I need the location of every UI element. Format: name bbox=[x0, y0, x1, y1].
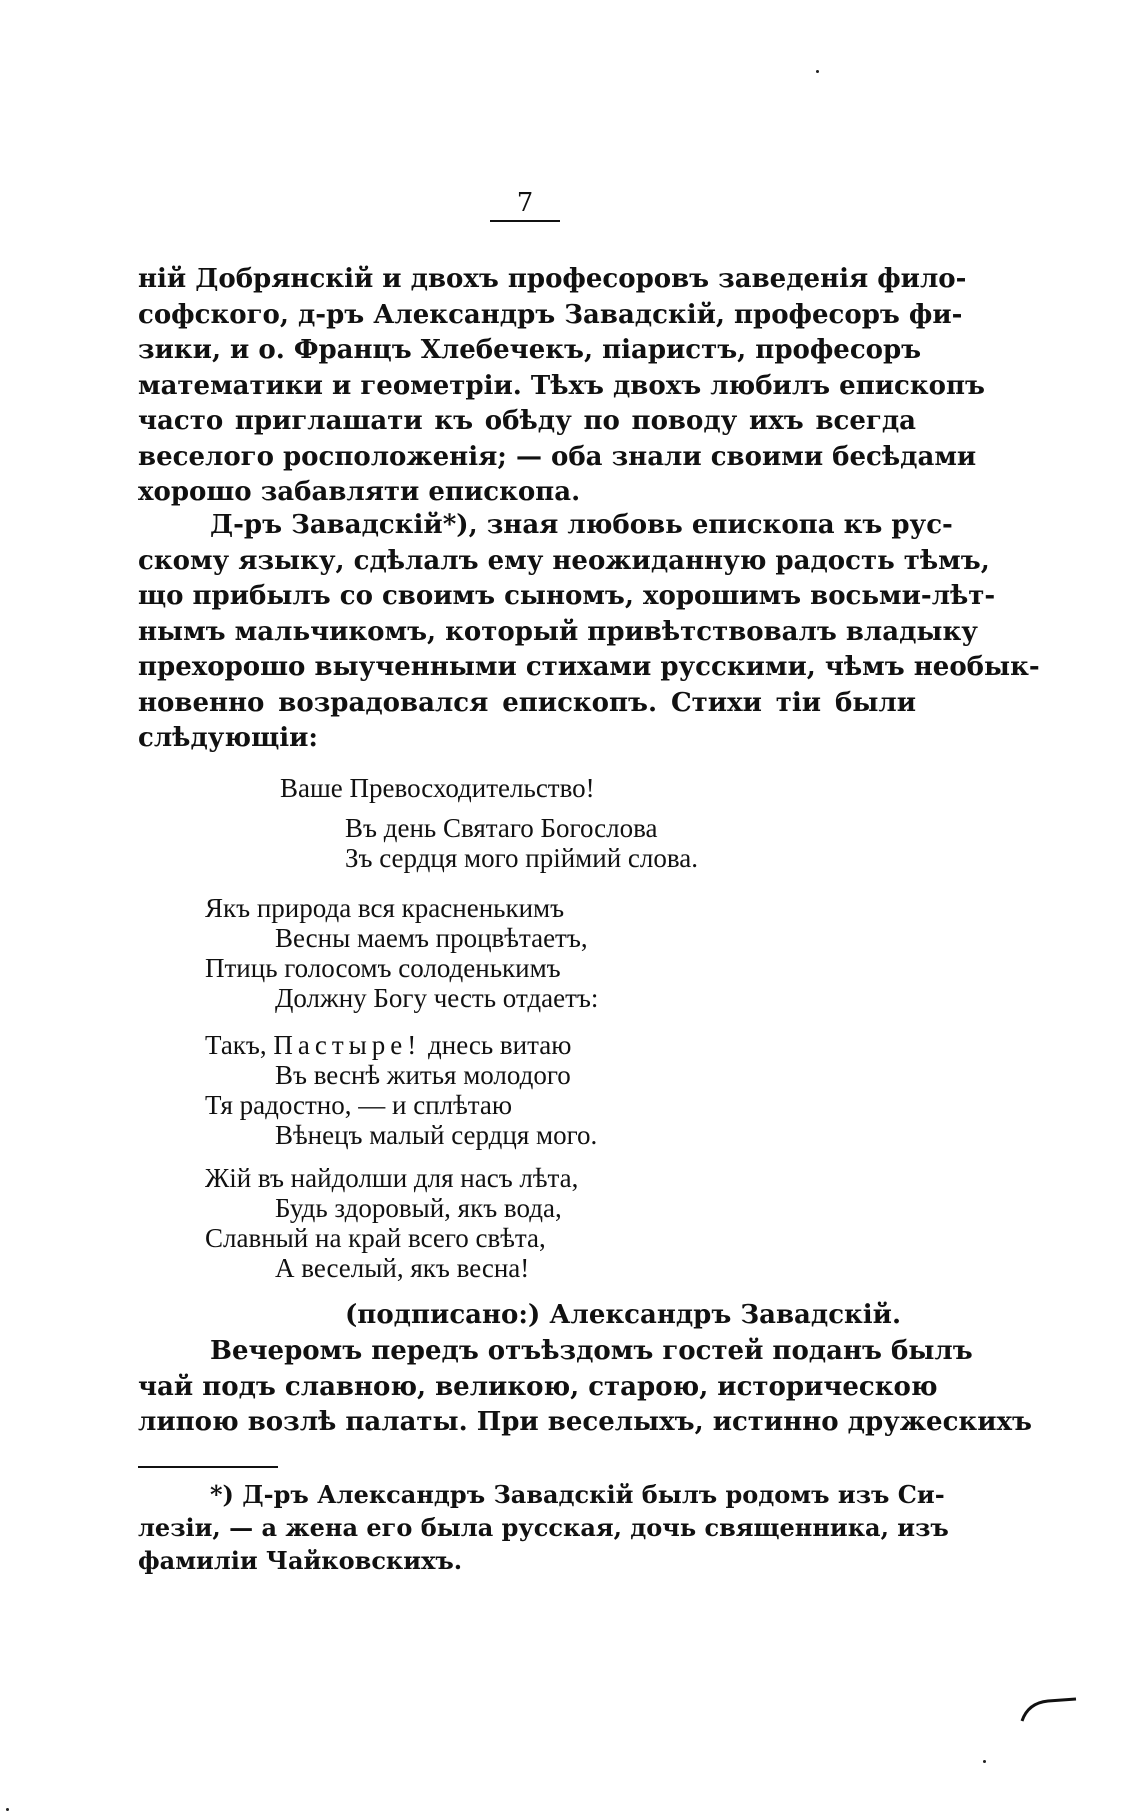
poem-line: Должну Богу честь отдаетъ: bbox=[275, 983, 599, 1013]
text-line: липою возлѣ палаты. При веселыхъ, истинно дружескихъ bbox=[138, 1407, 1032, 1437]
text-line: веселого росположенія; — оба знали своими бесѣдами bbox=[138, 441, 977, 472]
paragraph-2 bbox=[138, 508, 1040, 757]
poem-line: Будь здоровый, якъ вода, bbox=[275, 1193, 562, 1223]
text-line: зики, и о. Францъ Хлебечекъ, піаристъ, професоръ bbox=[138, 335, 922, 365]
poem-line: Тя радостно, — и сплѣтаю bbox=[205, 1090, 513, 1120]
poem-word: днесь витаю bbox=[428, 1030, 572, 1060]
text-line: що прибылъ со своимъ сыномъ, хорошимъ восьми-лѣт- bbox=[138, 581, 996, 611]
poem-title: Ваше Превосходительство! bbox=[280, 773, 595, 803]
poem-word: Такъ, bbox=[205, 1030, 267, 1060]
text-line: хорошо забавляти епископа. bbox=[138, 477, 581, 507]
poem-stanza-1 bbox=[205, 813, 905, 873]
text-line: Вечеромъ передъ отъѣздомъ гостей поданъ былъ bbox=[210, 1336, 973, 1366]
paragraph-3 bbox=[138, 1334, 1032, 1441]
paragraph-1 bbox=[138, 262, 985, 511]
text-line: слѣдующіи: bbox=[138, 723, 318, 753]
footnote-line: лезіи, — а жена его была русская, дочь священника, изъ bbox=[138, 1513, 949, 1542]
poem-line: Птиць голосомъ солоденькимъ bbox=[205, 953, 561, 983]
poem-signature: (подписано:) Александръ Завадскій. bbox=[345, 1300, 902, 1330]
poem-line: Зъ сердця мого пріймий слова. bbox=[345, 843, 698, 873]
poem-line: Якъ природа вся красненькимъ bbox=[205, 893, 565, 923]
poem-spaced-word: Пастыре! bbox=[273, 1030, 422, 1060]
text-line: нымъ мальчикомъ, который привѣтствовалъ владыку bbox=[138, 616, 978, 647]
footnote-divider bbox=[138, 1466, 278, 1468]
poem-line: Въ день Святаго Богослова bbox=[345, 813, 658, 843]
footnote bbox=[138, 1478, 949, 1577]
text-line: прехорошо выученными стихами русскими, чѣмъ необык- bbox=[138, 652, 1040, 682]
text-line: Д-ръ Завадскій*), зная любовь епископа къ рус- bbox=[210, 510, 953, 540]
speck-icon bbox=[816, 70, 819, 73]
footnote-line: *) Д-ръ Александръ Завадскій былъ родомъ изъ Си- bbox=[210, 1480, 945, 1509]
poem-line: Весны маемъ процвѣтаетъ, bbox=[275, 923, 588, 953]
text-line: математики и геометріи. Тѣхъ двохъ любилъ епископъ bbox=[138, 370, 985, 401]
text-line: ній Добрянскій и двохъ професоровъ заведенія фило- bbox=[138, 264, 967, 294]
ink-mark-icon bbox=[1020, 1695, 1080, 1725]
poem-line: А веселый, якъ весна! bbox=[275, 1253, 530, 1283]
poem-stanza-4 bbox=[205, 1163, 905, 1283]
poem-line: Славный на край всего свѣта, bbox=[205, 1223, 546, 1253]
text-line: новенно возрадовался епископъ. Стихи тіи были bbox=[138, 687, 916, 718]
footnote-line: фамиліи Чайковскихъ. bbox=[138, 1546, 463, 1575]
text-line: часто приглашати къ обѣду по поводу ихъ всегда bbox=[138, 406, 916, 436]
poem-line: Въ веснѣ житья молодого bbox=[275, 1060, 571, 1090]
text-line: скому языку, сдѣлалъ ему неожиданную радость тѣмъ, bbox=[138, 545, 990, 576]
text-line: чай подъ славною, великою, старою, историческою bbox=[138, 1371, 938, 1402]
poem-line: Вѣнецъ малый сердця мого. bbox=[275, 1120, 598, 1150]
page-number: 7 bbox=[490, 188, 560, 222]
speck-icon bbox=[983, 1760, 986, 1763]
text-line: софского, д-ръ Александръ Завадскій, професоръ фи- bbox=[138, 299, 963, 330]
speck-icon bbox=[6, 1808, 9, 1811]
poem-line bbox=[205, 1030, 905, 1060]
poem-line: Жій въ найдолши для насъ лѣта, bbox=[205, 1163, 579, 1193]
poem-stanza-3 bbox=[205, 1030, 905, 1150]
poem-stanza-2 bbox=[205, 893, 905, 1013]
